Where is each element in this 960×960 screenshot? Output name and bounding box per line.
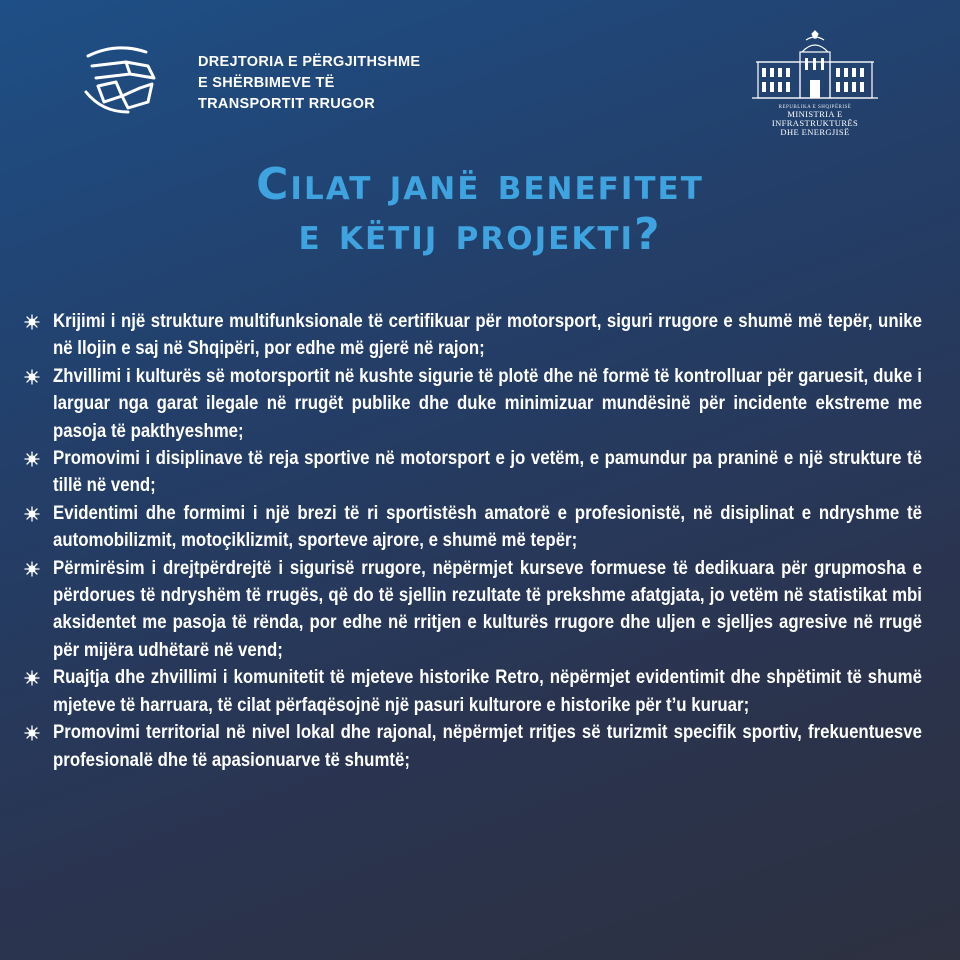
agency-name-line: DREJTORIA E PËRGJITHSHME	[198, 54, 421, 70]
benefit-text: Zhvillimi i kulturës së motorsportit në kushte sigurie të plotë dhe në formë të kontrolluar për garuesit, duke i larguar nga garat ilegale në rrugët publike dhe duke minimizuar mundësinë për incidente ekstreme me pasoja të pakthyeshme;	[53, 365, 922, 442]
ministry-building-icon	[750, 30, 880, 104]
sunburst-bullet-icon	[24, 561, 40, 577]
agency-name	[198, 52, 420, 115]
benefit-text: Përmirësim i drejtpërdrejtë i sigurisë rrugore, nëpërmjet kurseve formuese të dedikuara për grupmosha e përdorues të ndryshëm të rrugës, që do të sjellin rezultate të prekshme afatgjata, jo vetëm në statistikat mbi aksidentet me pasoja të rënda, por edhe në rritjen e kulturës rrugore dhe uljen e sjelljes agresive në rrugë për mijëra udhëtarë në vend;	[53, 557, 922, 661]
sunburst-bullet-icon	[24, 369, 40, 385]
benefit-item	[0, 308, 960, 363]
header	[0, 30, 960, 150]
page-title-line: e këtij projekti?	[298, 209, 662, 260]
sunburst-bullet-icon	[24, 314, 40, 330]
sunburst-bullet-icon	[24, 725, 40, 741]
benefit-item	[0, 555, 960, 665]
benefit-item	[0, 363, 960, 445]
benefits-list	[0, 308, 960, 774]
page-title-line: Cilat janë benefitet	[256, 159, 704, 210]
sunburst-bullet-icon	[24, 451, 40, 467]
benefit-text: Promovimi i disiplinave të reja sportive në motorsport e jo vetëm, e pamundur pa praninë e një strukture të tillë në vend;	[53, 448, 922, 497]
dpshtrr-logo-icon	[82, 44, 162, 116]
page-title	[0, 160, 960, 260]
benefit-text: Krijimi i një strukture multifunksionale të certifikuar për motorsport, siguri rrugore e shumë më tepër, unike në llojin e saj në Shqipëri, por edhe më gjerë në rajon;	[53, 311, 922, 360]
ministry-name-line: MINISTRIA E INFRASTRUKTURËS	[771, 109, 859, 128]
ministry-name-line: DHE ENERGJISË	[780, 127, 850, 137]
ministry-republic-label: REPUBLIKA E SHQIPËRISË	[778, 105, 852, 110]
benefit-item	[0, 664, 960, 719]
sunburst-bullet-icon	[24, 670, 40, 686]
ministry-logo	[745, 30, 885, 138]
agency-name-line: E SHËRBIMEVE TË	[198, 75, 335, 91]
benefit-item	[0, 719, 960, 774]
benefit-text: Evidentimi dhe formimi i një brezi të ri sportistësh amatorë e profesionistë, në disiplinat e ndryshme të automobilizmit, motoçiklizmit, sporteve ajrore, e shumë më tepër;	[53, 502, 922, 552]
agency-name-line: TRANSPORTIT RRUGOR	[198, 96, 375, 112]
benefit-text: Promovimi territorial në nivel lokal dhe rajonal, nëpërmjet rritjes së turizmit specifik sportiv, frekuentuesve profesionalë dhe të apasionuarve të shumtë;	[53, 722, 922, 771]
benefit-item	[0, 500, 960, 555]
benefit-text: Ruajtja dhe zhvillimi i komunitetit të mjeteve historike Retro, nëpërmjet evidentimit dhe shpëtimit të shumë mjeteve të harruara, të cilat përfaqësojnë një pasuri kulturore e historike për t’u kuruar;	[53, 667, 922, 716]
sunburst-bullet-icon	[24, 506, 40, 522]
benefit-item	[0, 445, 960, 500]
